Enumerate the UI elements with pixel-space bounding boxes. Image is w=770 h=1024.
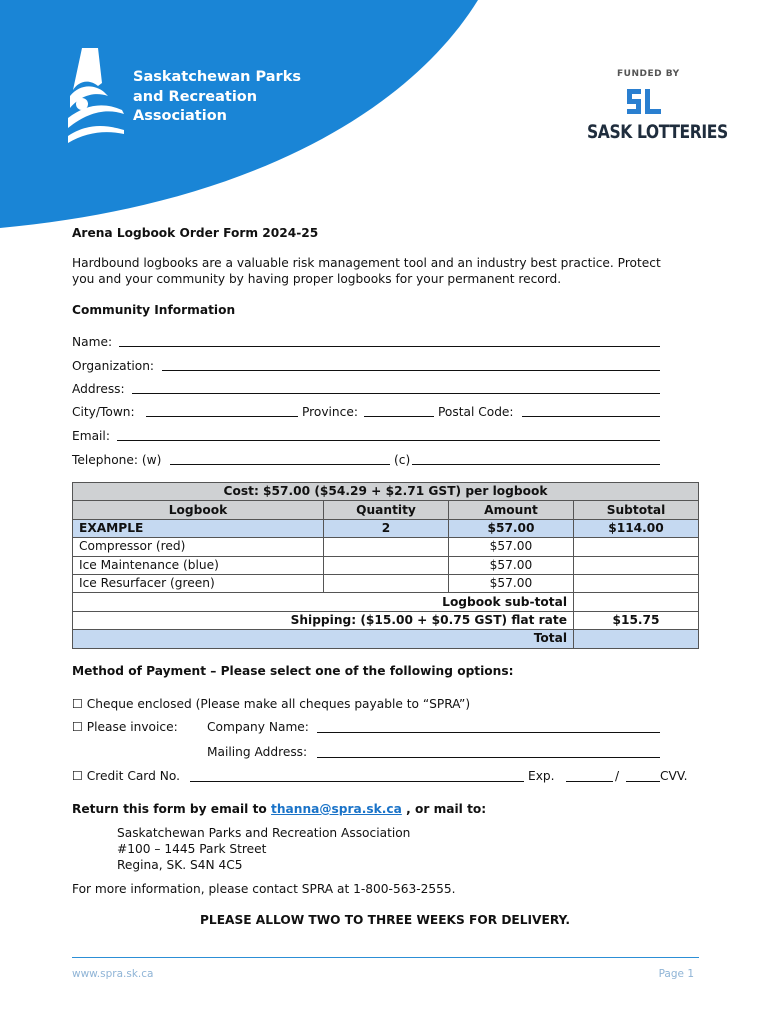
address-field[interactable] xyxy=(132,393,660,394)
city-field[interactable] xyxy=(146,416,298,417)
sponsor-wordmark: SASK LOTTERIES xyxy=(587,121,728,143)
exp-slash: / xyxy=(615,769,620,783)
example-quantity: 2 xyxy=(324,519,449,537)
footer-divider xyxy=(72,957,699,958)
mailing-address-label: Mailing Address: xyxy=(207,745,308,759)
column-header-quantity: Quantity xyxy=(324,501,449,519)
row-quantity[interactable] xyxy=(324,538,449,556)
mail-address-line-2: #100 – 1445 Park Street xyxy=(117,842,267,856)
email-link[interactable]: thanna@spra.sk.ca xyxy=(271,802,402,816)
footer-page-number: Page 1 xyxy=(658,968,694,980)
table-row xyxy=(73,538,699,556)
row-logbook: Ice Maintenance (blue) xyxy=(73,556,324,574)
spra-logo-icon xyxy=(68,48,126,143)
order-table xyxy=(72,482,699,649)
postal-code-field[interactable] xyxy=(522,416,660,417)
shipping-row xyxy=(73,611,699,629)
payment-heading: Method of Payment – Please select one of the following options: xyxy=(72,664,514,678)
subtotal-value[interactable] xyxy=(574,593,699,611)
intro-line-1: Hardbound logbooks are a valuable risk management tool and an industry best practice. Protect xyxy=(72,256,661,270)
row-logbook: Ice Resurfacer (green) xyxy=(73,574,324,592)
column-header-subtotal: Subtotal xyxy=(574,501,699,519)
subtotal-label: Logbook sub-total xyxy=(73,593,574,611)
form-title: Arena Logbook Order Form 2024-25 xyxy=(72,226,319,240)
community-heading: Community Information xyxy=(72,303,236,317)
example-subtotal: $114.00 xyxy=(574,519,699,537)
province-label: Province: xyxy=(302,405,358,419)
name-field[interactable] xyxy=(119,346,660,347)
telephone-cell-field[interactable] xyxy=(412,464,660,465)
intro-line-2: you and your community by having proper logbooks for your permanent record. xyxy=(72,272,562,286)
shipping-label: Shipping: ($15.00 + $0.75 GST) flat rate xyxy=(73,611,574,629)
organization-label: Organization: xyxy=(72,359,155,373)
total-row xyxy=(73,630,699,648)
cheque-option[interactable]: ☐ Cheque enclosed (Please make all cheques payable to “SPRA”) xyxy=(72,697,471,711)
exp-label: Exp. xyxy=(528,769,555,783)
name-label: Name: xyxy=(72,335,113,349)
total-value[interactable] xyxy=(574,630,699,648)
exp-year-field[interactable] xyxy=(626,781,660,782)
row-logbook: Compressor (red) xyxy=(73,538,324,556)
company-name-field[interactable] xyxy=(317,732,660,733)
org-wordmark xyxy=(133,68,301,127)
footer-website[interactable]: www.spra.sk.ca xyxy=(72,968,154,980)
invoice-option[interactable]: ☐ Please invoice: xyxy=(72,720,178,734)
company-name-label: Company Name: xyxy=(207,720,309,734)
cost-header: Cost: $57.00 ($54.29 + $2.71 GST) per logbook xyxy=(73,483,699,501)
column-header-logbook: Logbook xyxy=(73,501,324,519)
province-field[interactable] xyxy=(364,416,434,417)
shipping-value: $15.75 xyxy=(574,611,699,629)
column-header-row xyxy=(73,501,699,519)
delivery-notice: PLEASE ALLOW TWO TO THREE WEEKS FOR DELIVERY. xyxy=(200,913,570,927)
mail-address-line-3: Regina, SK. S4N 4C5 xyxy=(117,858,243,872)
return-prefix: Return this form by email to xyxy=(72,802,267,816)
column-header-amount: Amount xyxy=(449,501,574,519)
row-subtotal[interactable] xyxy=(574,574,699,592)
row-subtotal[interactable] xyxy=(574,556,699,574)
row-amount: $57.00 xyxy=(449,556,574,574)
email-field[interactable] xyxy=(117,440,660,441)
credit-card-field[interactable] xyxy=(190,781,524,782)
subtotal-row xyxy=(73,593,699,611)
return-suffix: , or mail to: xyxy=(406,802,487,816)
postal-code-label: Postal Code: xyxy=(438,405,514,419)
contact-info: For more information, please contact SPRA at 1-800-563-2555. xyxy=(72,882,456,896)
cvv-label: CVV. xyxy=(660,769,688,783)
row-quantity[interactable] xyxy=(324,556,449,574)
return-instructions xyxy=(72,802,486,817)
example-logbook: EXAMPLE xyxy=(73,519,324,537)
sask-lotteries-logo-icon xyxy=(625,87,663,117)
organization-field[interactable] xyxy=(162,370,660,371)
row-subtotal[interactable] xyxy=(574,538,699,556)
row-amount: $57.00 xyxy=(449,538,574,556)
org-name-line3: Association xyxy=(133,108,227,124)
total-label: Total xyxy=(73,630,574,648)
example-row xyxy=(73,519,699,537)
mailing-address-field[interactable] xyxy=(317,757,660,758)
row-quantity[interactable] xyxy=(324,574,449,592)
row-amount: $57.00 xyxy=(449,574,574,592)
credit-card-option[interactable]: ☐ Credit Card No. xyxy=(72,769,180,783)
email-label: Email: xyxy=(72,429,110,443)
table-row xyxy=(73,556,699,574)
example-amount: $57.00 xyxy=(449,519,574,537)
telephone-work-label: Telephone: (w) xyxy=(72,453,162,467)
city-label: City/Town: xyxy=(72,405,135,419)
funded-by-label: FUNDED BY xyxy=(617,69,680,79)
telephone-work-field[interactable] xyxy=(170,464,390,465)
telephone-cell-label: (c) xyxy=(394,453,411,467)
org-name-line2: and Recreation xyxy=(133,88,258,105)
cost-header-row xyxy=(73,483,699,501)
table-row xyxy=(73,574,699,592)
mail-address-line-1: Saskatchewan Parks and Recreation Association xyxy=(117,826,411,840)
exp-month-field[interactable] xyxy=(566,781,613,782)
org-name-line1: Saskatchewan Parks xyxy=(133,69,301,85)
address-label: Address: xyxy=(72,382,125,396)
